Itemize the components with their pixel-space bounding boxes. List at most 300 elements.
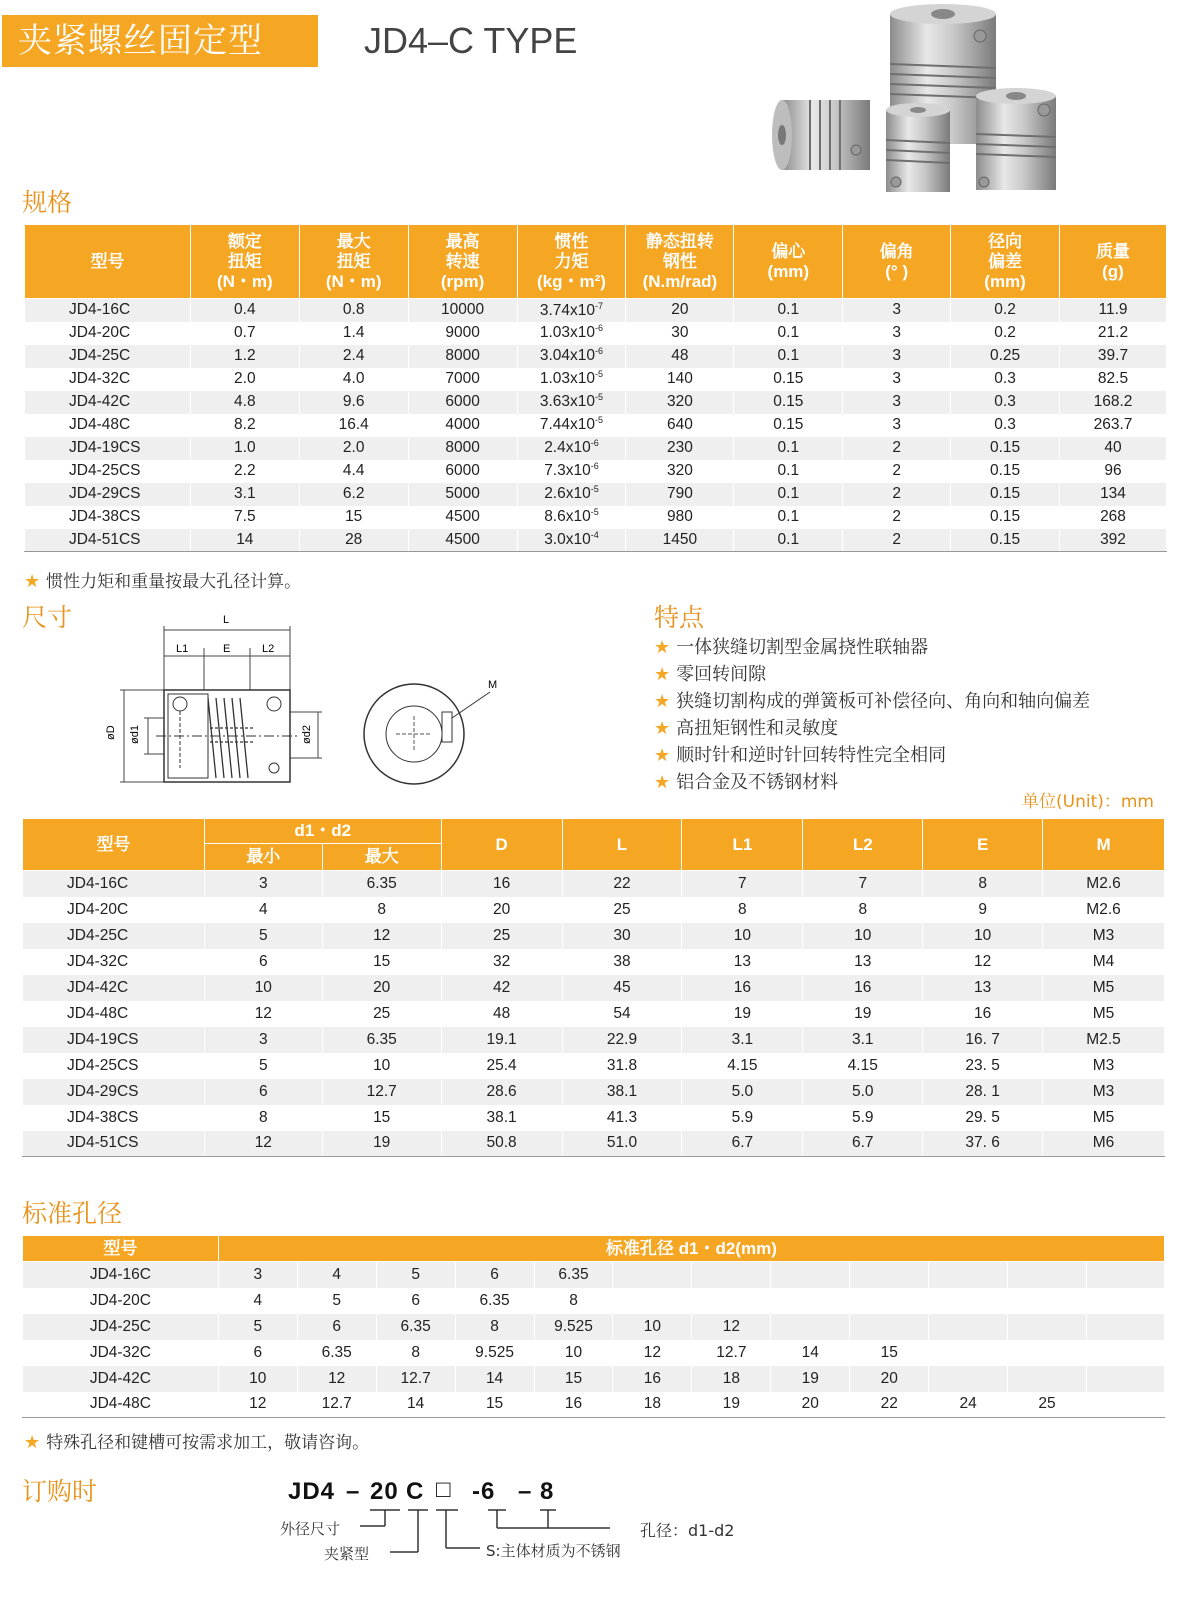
table-cell: 3 (843, 414, 951, 437)
table-cell (613, 1262, 692, 1288)
table-cell: 12 (297, 1366, 376, 1392)
cell-model: JD4-25C (23, 1314, 219, 1340)
spec-header-line: 扭矩 (336, 251, 371, 271)
table-row (23, 1366, 1165, 1392)
table-cell: 2.4 (299, 345, 408, 368)
inertia-exponent: -7 (595, 300, 604, 311)
table-cell: 6.35 (376, 1314, 455, 1340)
table-cell: 19 (771, 1366, 850, 1392)
inertia-exponent: -4 (590, 530, 599, 541)
cell-model: JD4-38CS (25, 506, 191, 529)
table-cell: 12.7 (322, 1079, 441, 1105)
table-cell: 25 (322, 1001, 441, 1027)
star-icon: ★ (654, 664, 671, 685)
table-cell: M5 (1043, 975, 1165, 1001)
table-cell: 15 (322, 949, 441, 975)
unit-label: 单位(Unit)：mm (1022, 792, 1154, 812)
order-part-series: JD4 (288, 1478, 336, 1505)
star-icon: ★ (654, 691, 671, 712)
table-cell: 4.15 (682, 1053, 803, 1079)
table-cell (929, 1288, 1008, 1314)
table-cell: 7 (803, 871, 923, 897)
table-row (23, 923, 1165, 949)
cell-model: JD4-32C (25, 368, 191, 391)
order-part-d1: -6 (472, 1478, 496, 1505)
table-cell: 4 (204, 897, 322, 923)
table-cell: 2 (843, 437, 951, 460)
table-cell: 28.6 (441, 1079, 562, 1105)
table-cell (850, 1288, 929, 1314)
order-part-size: 20 (370, 1478, 399, 1505)
table-cell: 0.15 (951, 506, 1060, 529)
inertia-exponent: -5 (590, 507, 599, 518)
inertia-mantissa: 2.4x10 (544, 439, 591, 457)
table-row (23, 1314, 1165, 1340)
spec-header-line: (° ) (885, 261, 909, 281)
table-cell: 3 (843, 345, 951, 368)
table-cell: M3 (1043, 1053, 1165, 1079)
table-cell: M3 (1043, 923, 1165, 949)
spec-header-line: 静态扭转 (645, 231, 714, 251)
table-cell: 8 (204, 1105, 322, 1131)
table-cell: 25 (441, 923, 562, 949)
spec-header-line: 转速 (445, 251, 480, 271)
table-cell: 230 (626, 437, 734, 460)
table-cell: 320 (626, 460, 734, 483)
table-row (23, 949, 1165, 975)
table-cell: 12 (692, 1314, 771, 1340)
table-cell: 168.2 (1060, 391, 1167, 414)
inertia-mantissa: 8.6x10 (544, 508, 591, 526)
table-cell: 790 (626, 483, 734, 506)
spec-header-line: (N・m) (216, 271, 273, 291)
table-cell: 10 (218, 1366, 297, 1392)
table-cell: 5 (297, 1288, 376, 1314)
feature-text: 一体狭缝切割型金属挠性联轴器 (676, 637, 929, 658)
table-cell: 96 (1060, 460, 1167, 483)
table-cell: 4.0 (299, 368, 408, 391)
table-row (23, 1105, 1165, 1131)
table-cell: 18 (613, 1392, 692, 1418)
cell-model: JD4-25C (23, 923, 205, 949)
table-cell: 140 (626, 368, 734, 391)
table-cell: M5 (1043, 1105, 1165, 1131)
star-icon: ★ (24, 1432, 41, 1453)
table-cell: 12 (613, 1340, 692, 1366)
cell-model: JD4-25CS (25, 460, 191, 483)
table-cell: 6 (204, 949, 322, 975)
table-cell: 6000 (408, 460, 517, 483)
spec-header-line: 径向 (988, 231, 1023, 251)
table-cell: 30 (562, 923, 682, 949)
table-cell: 8 (455, 1314, 534, 1340)
cell-model: JD4-16C (23, 871, 205, 897)
table-cell: 2 (843, 460, 951, 483)
inertia-mantissa: 3.0x10 (544, 531, 591, 549)
table-cell: 2.0 (190, 368, 299, 391)
table-cell: 0.15 (951, 483, 1060, 506)
cell-inertia (517, 391, 626, 414)
table-cell: 22.9 (562, 1027, 682, 1053)
cell-model: JD4-29CS (23, 1079, 205, 1105)
table-cell: 3.1 (682, 1027, 803, 1053)
bore-header-bores: 标准孔径 d1・d2(mm) (218, 1236, 1164, 1262)
table-cell: 640 (626, 414, 734, 437)
spec-header-line: 惯性 (554, 231, 589, 251)
inertia-exponent: -6 (595, 323, 604, 334)
table-cell: 9.525 (455, 1340, 534, 1366)
table-cell: 16.4 (299, 414, 408, 437)
table-cell: 41.3 (562, 1105, 682, 1131)
table-cell: 10 (923, 923, 1043, 949)
table-cell: 9.525 (534, 1314, 613, 1340)
inertia-mantissa: 3.63x10 (539, 393, 596, 411)
label-d2: ød2 (301, 725, 313, 744)
dim-header-L2: L2 (803, 819, 923, 871)
table-cell: 8 (682, 897, 803, 923)
table-cell: 5.0 (803, 1079, 923, 1105)
table-cell: 5 (204, 1053, 322, 1079)
dim-header-d-group: d1・d2 (204, 819, 441, 844)
table-cell: 3 (204, 871, 322, 897)
table-row (25, 460, 1167, 483)
cell-model: JD4-42C (23, 1366, 219, 1392)
table-cell: 0.2 (951, 322, 1060, 345)
feature-text: 顺时针和逆时针回转特性完全相同 (676, 745, 947, 766)
spec-header-line: (mm) (984, 271, 1026, 291)
cell-model: JD4-20C (25, 322, 191, 345)
cell-model: JD4-16C (25, 299, 191, 322)
spec-header-line: 偏心 (771, 241, 806, 261)
table-cell: 1450 (626, 529, 734, 552)
table-cell: 48 (441, 1001, 562, 1027)
table-cell: 7.5 (190, 506, 299, 529)
table-cell: 1.0 (190, 437, 299, 460)
table-cell: 6 (297, 1314, 376, 1340)
table-cell: 51.0 (562, 1131, 682, 1157)
inertia-mantissa: 3.04x10 (539, 347, 596, 365)
table-cell: 0.15 (951, 437, 1060, 460)
table-row (25, 483, 1167, 506)
dim-header-M: M (1043, 819, 1165, 871)
table-cell: 0.15 (951, 460, 1060, 483)
table-cell (613, 1288, 692, 1314)
table-cell: 13 (682, 949, 803, 975)
table-cell: 12.7 (297, 1392, 376, 1418)
table-row (23, 1079, 1165, 1105)
inertia-exponent: -6 (595, 346, 604, 357)
table-cell: 29. 5 (923, 1105, 1043, 1131)
coupling-left (772, 100, 870, 170)
table-cell: 6.35 (322, 871, 441, 897)
table-cell: 9.6 (299, 391, 408, 414)
table-cell: 12 (322, 923, 441, 949)
spec-header-line: (N・m) (325, 271, 382, 291)
table-cell: 22 (850, 1392, 929, 1418)
coupling-right (976, 88, 1056, 190)
cell-model: JD4-38CS (23, 1105, 205, 1131)
order-label-clamp: 夹紧型 (324, 1545, 370, 1563)
table-cell: 3.1 (803, 1027, 923, 1053)
table-cell: 4.8 (190, 391, 299, 414)
table-cell: 0.25 (951, 345, 1060, 368)
table-cell: 6.35 (297, 1340, 376, 1366)
label-L: L (223, 614, 230, 626)
feature-item (654, 634, 1090, 661)
cell-model: JD4-16C (23, 1262, 219, 1288)
table-cell: M4 (1043, 949, 1165, 975)
table-row (23, 1262, 1165, 1288)
table-cell (1087, 1392, 1165, 1418)
table-cell: 3 (218, 1262, 297, 1288)
table-row (25, 391, 1167, 414)
table-cell: 3.1 (190, 483, 299, 506)
inertia-mantissa: 7.44x10 (539, 416, 596, 434)
table-cell: M6 (1043, 1131, 1165, 1157)
spec-header-1 (190, 225, 299, 299)
cell-inertia (517, 322, 626, 345)
table-cell: 3 (843, 322, 951, 345)
table-row (23, 1288, 1165, 1314)
cell-inertia (517, 414, 626, 437)
table-cell: 320 (626, 391, 734, 414)
inertia-exponent: -5 (595, 369, 604, 380)
table-cell: 0.1 (734, 322, 843, 345)
spec-header-line: 偏差 (988, 251, 1023, 271)
table-row (25, 529, 1167, 552)
table-cell: 4500 (408, 529, 517, 552)
table-cell: 16 (441, 871, 562, 897)
table-row (25, 299, 1167, 322)
spec-header-line: 最大 (336, 231, 371, 251)
table-row (25, 414, 1167, 437)
table-cell: 5 (376, 1262, 455, 1288)
spec-header-line: 质量 (1096, 241, 1130, 261)
table-cell: 18 (692, 1366, 771, 1392)
table-cell: 2.0 (299, 437, 408, 460)
table-cell (850, 1314, 929, 1340)
feature-text: 零回转间隙 (676, 664, 767, 685)
cell-model: JD4-32C (23, 949, 205, 975)
table-row (23, 897, 1165, 923)
table-cell: 10 (322, 1053, 441, 1079)
table-cell: 3 (843, 368, 951, 391)
table-cell: 1.4 (299, 322, 408, 345)
table-cell: 30 (626, 322, 734, 345)
table-cell (850, 1262, 929, 1288)
cell-inertia (517, 345, 626, 368)
table-cell: 10000 (408, 299, 517, 322)
table-cell: M3 (1043, 1079, 1165, 1105)
spec-header-line: (mm) (767, 261, 810, 281)
table-cell: 5000 (408, 483, 517, 506)
label-D: øD (105, 725, 117, 740)
table-cell: 0.1 (734, 460, 843, 483)
star-icon: ★ (654, 718, 671, 739)
spec-header-line: 型号 (90, 251, 125, 271)
spec-header-7 (843, 225, 951, 299)
dim-header-D: D (441, 819, 562, 871)
table-row (23, 1027, 1165, 1053)
table-row (23, 1001, 1165, 1027)
product-image (770, 0, 1090, 200)
spec-header-9 (1060, 225, 1167, 299)
dimension-table (22, 818, 1165, 1157)
table-cell: 6 (376, 1288, 455, 1314)
spec-header-line: 扭矩 (227, 251, 262, 271)
spec-header-line: 最高 (445, 231, 480, 251)
table-cell: 2 (843, 529, 951, 552)
table-cell: 42 (441, 975, 562, 1001)
star-icon: ★ (654, 772, 671, 793)
coupling-middle (886, 103, 950, 192)
table-cell: 16 (613, 1366, 692, 1392)
table-cell: 134 (1060, 483, 1167, 506)
table-cell: 2 (843, 506, 951, 529)
table-cell: 54 (562, 1001, 682, 1027)
table-cell: 6.7 (682, 1131, 803, 1157)
table-cell: 16 (682, 975, 803, 1001)
order-dash-2: – (518, 1478, 533, 1505)
table-cell: 28. 1 (923, 1079, 1043, 1105)
table-cell (1008, 1288, 1087, 1314)
table-cell: 268 (1060, 506, 1167, 529)
table-cell: 15 (534, 1366, 613, 1392)
table-cell: 6.35 (322, 1027, 441, 1053)
cell-model: JD4-51CS (25, 529, 191, 552)
table-cell: 10 (682, 923, 803, 949)
table-row (23, 1340, 1165, 1366)
bore-header-model: 型号 (23, 1236, 219, 1262)
table-cell: 15 (850, 1340, 929, 1366)
cell-inertia (517, 460, 626, 483)
table-cell: M5 (1043, 1001, 1165, 1027)
order-leader-lines (360, 1508, 620, 1564)
table-row (25, 437, 1167, 460)
order-label-material: S:主体材质为不锈钢 (486, 1542, 621, 1560)
table-cell: 8 (534, 1288, 613, 1314)
table-cell: 45 (562, 975, 682, 1001)
table-cell: 0.1 (734, 437, 843, 460)
spec-header-line: (rpm) (440, 271, 485, 291)
table-cell: 14 (190, 529, 299, 552)
table-cell: 5 (204, 923, 322, 949)
table-cell: 12 (923, 949, 1043, 975)
table-row (23, 975, 1165, 1001)
label-M: M (488, 679, 498, 691)
feature-list (654, 634, 1090, 796)
table-cell (1087, 1366, 1165, 1392)
table-cell: 5.9 (682, 1105, 803, 1131)
inertia-mantissa: 1.03x10 (539, 324, 596, 342)
cell-model: JD4-48C (25, 414, 191, 437)
table-cell: 12 (204, 1131, 322, 1157)
table-cell: 16 (923, 1001, 1043, 1027)
table-cell (1087, 1314, 1165, 1340)
table-cell: 6 (455, 1262, 534, 1288)
table-cell: 21.2 (1060, 322, 1167, 345)
table-cell (929, 1262, 1008, 1288)
table-cell: 16. 7 (923, 1027, 1043, 1053)
table-cell (1008, 1340, 1087, 1366)
order-label-outer: 外径尺寸 (280, 1520, 341, 1538)
table-cell: 19 (803, 1001, 923, 1027)
table-cell: 5 (218, 1314, 297, 1340)
table-cell: 0.2 (951, 299, 1060, 322)
bore-note (24, 1428, 369, 1453)
order-part-type: C (406, 1478, 425, 1505)
feature-item (654, 715, 1090, 742)
table-cell: 48 (626, 345, 734, 368)
inertia-mantissa: 3.74x10 (539, 301, 596, 319)
table-cell: 9000 (408, 322, 517, 345)
table-row (23, 1131, 1165, 1157)
order-part-material: □ (436, 1476, 452, 1503)
spec-header-line: 额定 (227, 231, 262, 251)
table-cell: 10 (613, 1314, 692, 1340)
table-cell: 13 (923, 975, 1043, 1001)
table-cell: 4 (297, 1262, 376, 1288)
spec-header-line: 钢性 (662, 251, 697, 271)
spec-table (24, 224, 1167, 552)
table-cell: 8000 (408, 345, 517, 368)
cell-model: JD4-25C (25, 345, 191, 368)
spec-header-8 (951, 225, 1060, 299)
table-cell: 6.35 (455, 1288, 534, 1314)
table-cell: 19.1 (441, 1027, 562, 1053)
cell-model: JD4-48C (23, 1392, 219, 1418)
spec-header-line: (kg・m²) (537, 271, 606, 291)
table-cell: 20 (626, 299, 734, 322)
table-cell: 0.3 (951, 391, 1060, 414)
cell-inertia (517, 368, 626, 391)
table-cell (1008, 1314, 1087, 1340)
table-cell: 19 (322, 1131, 441, 1157)
bore-note-text: 特殊孔径和键槽可按需求加工，敬请咨询。 (46, 1433, 370, 1453)
table-cell (771, 1262, 850, 1288)
table-cell: 4 (218, 1288, 297, 1314)
table-cell: 0.1 (734, 299, 843, 322)
table-cell (929, 1340, 1008, 1366)
table-cell: 0.15 (951, 529, 1060, 552)
section-title-dimension: 尺寸 (22, 603, 73, 632)
table-cell: 3 (843, 391, 951, 414)
table-cell: 13 (803, 949, 923, 975)
table-cell: 0.8 (299, 299, 408, 322)
table-cell: 14 (455, 1366, 534, 1392)
table-cell: 0.15 (734, 368, 843, 391)
table-cell: M2.6 (1043, 871, 1165, 897)
table-cell (929, 1314, 1008, 1340)
table-cell: 0.15 (734, 414, 843, 437)
table-cell: 39.7 (1060, 345, 1167, 368)
dim-header-max: 最大 (322, 844, 441, 871)
table-cell: 25 (562, 897, 682, 923)
section-title-order: 订购时 (22, 1477, 98, 1506)
spec-note-text: 惯性力矩和重量按最大孔径计算。 (46, 572, 302, 592)
table-cell: 12 (204, 1001, 322, 1027)
section-title-bore: 标准孔径 (22, 1199, 123, 1228)
table-cell: 9 (923, 897, 1043, 923)
cell-model: JD4-20C (23, 1288, 219, 1314)
table-cell: 22 (562, 871, 682, 897)
table-row (23, 1392, 1165, 1418)
table-cell: 0.1 (734, 506, 843, 529)
spec-header-6 (734, 225, 843, 299)
inertia-mantissa: 7.3x10 (544, 462, 591, 480)
order-label-bore: 孔径：d1-d2 (640, 1521, 735, 1540)
table-cell: 20 (771, 1392, 850, 1418)
